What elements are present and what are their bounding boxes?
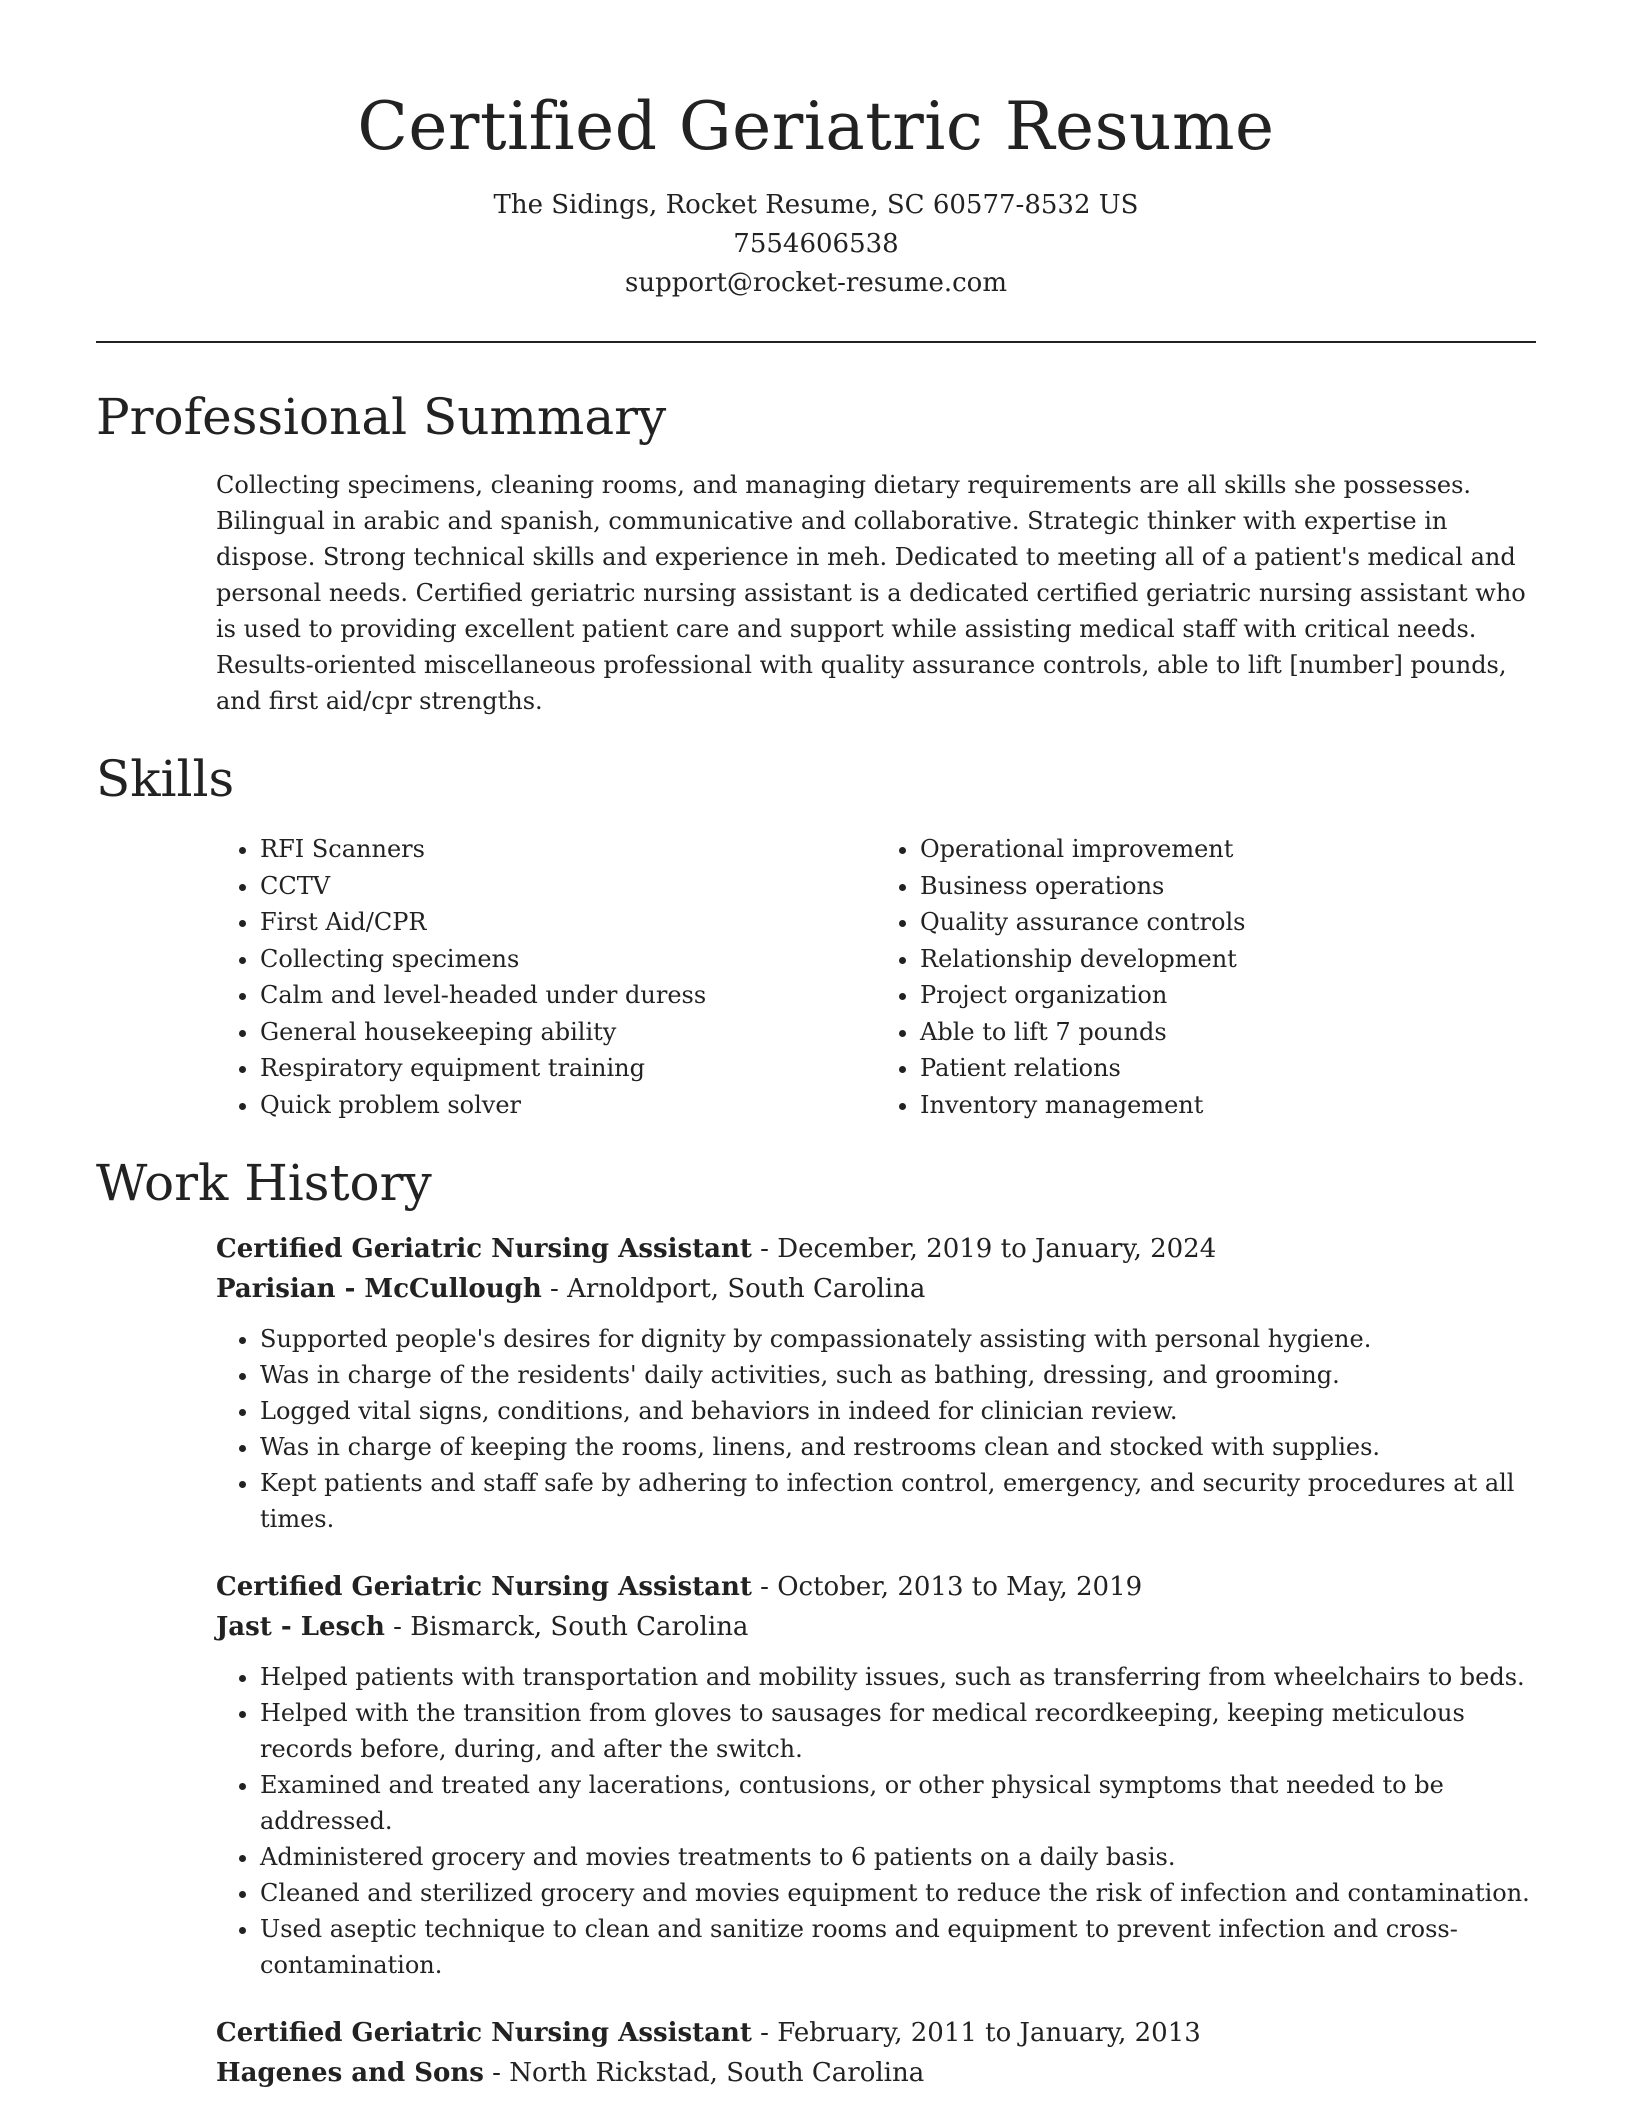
job-bullet: • Supported people's desires for dignity by compassionately assisting with personal hygiene. — [260, 1321, 1536, 1357]
resume-name: Certified Geriatric Resume — [357, 88, 1275, 165]
skills-column-left — [216, 831, 876, 1123]
separator: - — [751, 2018, 778, 2048]
job-bullet: • Was in charge of the residents' daily activities, such as bathing, dressing, and grooming. — [260, 1357, 1536, 1393]
skills-heading: Skills — [96, 750, 235, 808]
job-bullets — [216, 1321, 1536, 1537]
skill-item: • Calm and level-headed under duress — [260, 977, 876, 1014]
skill-item: • CCTV — [260, 868, 876, 905]
skill-item: • RFI Scanners — [260, 831, 876, 868]
job-bullet: • Logged vital signs, conditions, and behaviors in indeed for clinician review. — [260, 1393, 1536, 1429]
job-bullet: • Was in charge of keeping the rooms, linens, and restrooms clean and stocked with supplies. — [260, 1429, 1536, 1465]
job-bullet: • Administered grocery and movies treatments to 6 patients on a daily basis. — [260, 1839, 1536, 1875]
skill-item: • Patient relations — [920, 1050, 1536, 1087]
skill-item: • Business operations — [920, 868, 1536, 905]
separator: - — [751, 1572, 778, 1602]
skill-item: • Quick problem solver — [260, 1087, 876, 1124]
job-bullet: • Helped with the transition from gloves to sausages for medical recordkeeping, keeping meticulous records before, during, and after the switch. — [260, 1695, 1536, 1767]
job-company-line — [216, 1607, 1536, 1647]
job-company: Hagenes and Sons — [216, 2058, 484, 2088]
separator: - — [541, 1274, 568, 1304]
job-bullet: • Kept patients and staff safe by adhering to infection control, emergency, and security procedures at all times. — [260, 1465, 1536, 1537]
job-bullet: • Helped patients with transportation and mobility issues, such as transferring from wheelchairs to beds. — [260, 1659, 1536, 1695]
job-dates: December, 2019 to January, 2024 — [777, 1234, 1217, 1264]
separator: - — [384, 1612, 411, 1642]
skill-item: • Able to lift 7 pounds — [920, 1014, 1536, 1051]
job-bullet: • Used aseptic technique to clean and sanitize rooms and equipment to prevent infection and cross-contamination. — [260, 1911, 1536, 1983]
skill-item: • Respiratory equipment training — [260, 1050, 876, 1087]
skill-item: • Relationship development — [920, 941, 1536, 978]
skill-item: • Quality assurance controls — [920, 904, 1536, 941]
job-bullets — [216, 1659, 1536, 1983]
job-dates: October, 2013 to May, 2019 — [777, 1572, 1143, 1602]
skills-list — [96, 831, 1536, 1123]
job-bullet: • Examined and treated any lacerations, contusions, or other physical symptoms that needed to be addressed. — [260, 1767, 1536, 1839]
job-location: Arnoldport, South Carolina — [567, 1274, 926, 1304]
skill-item: • First Aid/CPR — [260, 904, 876, 941]
job-company-line — [216, 1269, 1536, 1309]
job-title-line — [216, 1567, 1536, 1607]
job-title-line — [216, 2013, 1536, 2053]
job-location: Bismarck, South Carolina — [410, 1612, 749, 1642]
skill-item: • Inventory management — [920, 1087, 1536, 1124]
skill-item: • Collecting specimens — [260, 941, 876, 978]
work-history-heading: Work History — [96, 1154, 432, 1212]
summary-heading: Professional Summary — [96, 388, 667, 446]
summary-text: Collecting specimens, cleaning rooms, and managing dietary requirements are all skills she possesses. Bilingual in arabic and spanish, communicative and collaborative. Strategic thinker with expertise in dispose. Strong technical skills and experience in meh. Dedicated to meeting all of a patient's medical and personal needs. Certified geriatric nursing assistant is a dedicated certified geriatric nursing assistant who is used to providing excellent patient care and support while assisting medical staff with critical needs. Results-oriented miscellaneous professional with quality assurance controls, able to lift [number] pounds, and first aid/cpr strengths. — [216, 471, 1526, 715]
skill-item: • General housekeeping ability — [260, 1014, 876, 1051]
job-company: Parisian - McCullough — [216, 1274, 542, 1304]
job-bullet: • Cleaned and sterilized grocery and movies equipment to reduce the risk of infection and contamination. — [260, 1875, 1536, 1911]
job-title: Certified Geriatric Nursing Assistant — [216, 1572, 752, 1602]
job-company: Jast - Lesch — [216, 1612, 385, 1642]
job-company-line — [216, 2053, 1536, 2093]
contact-block — [96, 186, 1536, 303]
job-title: Certified Geriatric Nursing Assistant — [216, 1234, 752, 1264]
job-entry — [96, 2013, 1536, 2093]
contact-email: support@rocket-resume.com — [624, 268, 1007, 298]
contact-phone: 7554606538 — [733, 229, 899, 259]
skills-column-right — [876, 831, 1536, 1123]
skill-item: • Operational improvement — [920, 831, 1536, 868]
header-divider — [96, 341, 1536, 343]
contact-address: The Sidings, Rocket Resume, SC 60577-8532 US — [493, 190, 1139, 220]
job-title: Certified Geriatric Nursing Assistant — [216, 2018, 752, 2048]
skill-item: • Project organization — [920, 977, 1536, 1014]
job-title-line — [216, 1229, 1536, 1269]
resume-header — [96, 0, 1536, 303]
job-location: North Rickstad, South Carolina — [509, 2058, 925, 2088]
job-entry — [96, 1567, 1536, 1983]
separator: - — [483, 2058, 510, 2088]
job-entry — [96, 1229, 1536, 1537]
separator: - — [751, 1234, 778, 1264]
job-dates: February, 2011 to January, 2013 — [777, 2018, 1201, 2048]
